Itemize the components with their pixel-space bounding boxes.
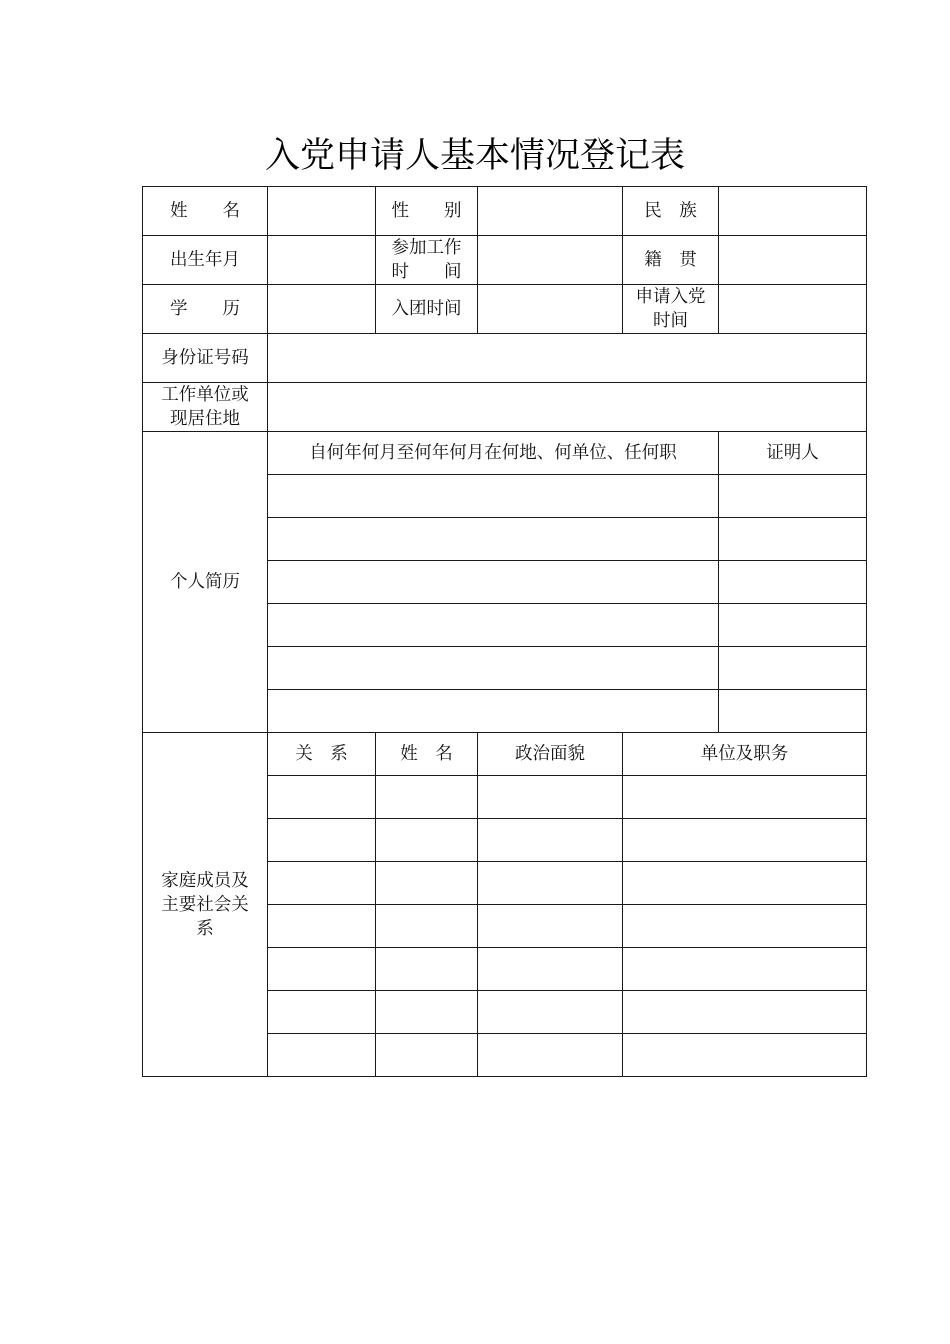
- workplace-field[interactable]: [268, 383, 867, 432]
- row-id-number: [143, 334, 867, 383]
- ethnicity-label: 民 族: [623, 187, 719, 236]
- resume-witness-header: 证明人: [719, 432, 867, 475]
- work-start-field[interactable]: [478, 236, 623, 285]
- family-section-label-line1: 家庭成员及: [161, 870, 249, 891]
- family-political-cell[interactable]: [478, 905, 623, 948]
- family-relation-cell[interactable]: [268, 776, 376, 819]
- family-relation-cell[interactable]: [268, 948, 376, 991]
- family-name-cell[interactable]: [376, 862, 478, 905]
- family-name-header: 姓 名: [376, 733, 478, 776]
- native-place-label: 籍 贯: [623, 236, 719, 285]
- family-unit-cell[interactable]: [623, 819, 867, 862]
- league-date-label: 入团时间: [376, 285, 478, 334]
- apply-date-label-line1: 申请入党: [635, 287, 706, 307]
- workplace-label-line2: 现居住地: [170, 409, 240, 429]
- family-name-cell[interactable]: [376, 1034, 478, 1077]
- birth-field[interactable]: [268, 236, 376, 285]
- birth-label: 出生年月: [143, 236, 268, 285]
- resume-witness-cell[interactable]: [719, 690, 867, 733]
- resume-header-row: [143, 432, 867, 475]
- family-unit-cell[interactable]: [623, 991, 867, 1034]
- resume-period-cell[interactable]: [268, 518, 719, 561]
- apply-date-label-line2: 时间: [653, 311, 688, 331]
- resume-witness-cell[interactable]: [719, 604, 867, 647]
- family-name-cell[interactable]: [376, 819, 478, 862]
- id-number-label: 身份证号码: [143, 334, 268, 383]
- family-unit-cell[interactable]: [623, 1034, 867, 1077]
- league-date-field[interactable]: [478, 285, 623, 334]
- family-unit-cell[interactable]: [623, 862, 867, 905]
- resume-witness-cell[interactable]: [719, 518, 867, 561]
- family-header-row: [143, 733, 867, 776]
- education-field[interactable]: [268, 285, 376, 334]
- family-unit-header: 单位及职务: [623, 733, 867, 776]
- gender-label: 性 别: [376, 187, 478, 236]
- row-name-gender-ethnicity: [143, 187, 867, 236]
- family-relation-header: 关 系: [268, 733, 376, 776]
- native-place-field[interactable]: [719, 236, 867, 285]
- name-field[interactable]: [268, 187, 376, 236]
- row-workplace: [143, 383, 867, 432]
- work-start-label-line2: 时 间: [391, 262, 462, 282]
- family-relation-cell[interactable]: [268, 905, 376, 948]
- resume-period-cell[interactable]: [268, 690, 719, 733]
- family-political-cell[interactable]: [478, 776, 623, 819]
- resume-period-cell[interactable]: [268, 647, 719, 690]
- workplace-label: [143, 383, 268, 432]
- family-relation-cell[interactable]: [268, 1034, 376, 1077]
- family-section-label: [143, 733, 268, 1077]
- gender-field[interactable]: [478, 187, 623, 236]
- workplace-label-line1: 工作单位或: [161, 385, 249, 405]
- resume-period-cell[interactable]: [268, 475, 719, 518]
- family-name-cell[interactable]: [376, 776, 478, 819]
- ethnicity-field[interactable]: [719, 187, 867, 236]
- family-name-cell[interactable]: [376, 905, 478, 948]
- family-political-cell[interactable]: [478, 1034, 623, 1077]
- name-label: 姓 名: [143, 187, 268, 236]
- family-section-label-line3: 系: [196, 918, 214, 939]
- row-birth-workstart-native: [143, 236, 867, 285]
- apply-date-field[interactable]: [719, 285, 867, 334]
- family-political-header: 政治面貌: [478, 733, 623, 776]
- resume-witness-cell[interactable]: [719, 475, 867, 518]
- resume-period-header: 自何年何月至何年何月在何地、何单位、任何职: [268, 432, 719, 475]
- family-name-cell[interactable]: [376, 948, 478, 991]
- family-political-cell[interactable]: [478, 991, 623, 1034]
- apply-date-label: [623, 285, 719, 334]
- family-political-cell[interactable]: [478, 948, 623, 991]
- family-relation-cell[interactable]: [268, 862, 376, 905]
- id-number-field[interactable]: [268, 334, 867, 383]
- resume-period-cell[interactable]: [268, 604, 719, 647]
- education-label: 学 历: [143, 285, 268, 334]
- family-unit-cell[interactable]: [623, 776, 867, 819]
- work-start-label-line1: 参加工作: [391, 238, 462, 258]
- family-unit-cell[interactable]: [623, 905, 867, 948]
- registration-form-table: [142, 186, 867, 1077]
- family-political-cell[interactable]: [478, 862, 623, 905]
- family-relation-cell[interactable]: [268, 991, 376, 1034]
- family-relation-cell[interactable]: [268, 819, 376, 862]
- family-name-cell[interactable]: [376, 991, 478, 1034]
- resume-period-cell[interactable]: [268, 561, 719, 604]
- row-education-league-apply: [143, 285, 867, 334]
- resume-witness-cell[interactable]: [719, 561, 867, 604]
- family-unit-cell[interactable]: [623, 948, 867, 991]
- resume-witness-cell[interactable]: [719, 647, 867, 690]
- form-title: 入党申请人基本情况登记表: [264, 136, 685, 176]
- resume-section-label: 个人简历: [143, 432, 268, 733]
- family-section-label-line2: 主要社会关: [161, 894, 249, 915]
- work-start-label: [376, 236, 478, 285]
- family-political-cell[interactable]: [478, 819, 623, 862]
